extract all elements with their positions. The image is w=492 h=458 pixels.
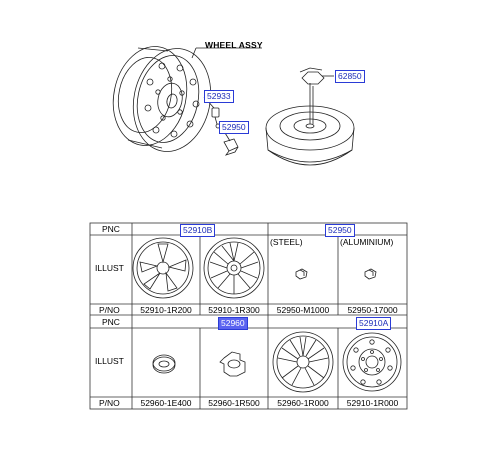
- alloy-wheel-1r000-illust: [273, 332, 333, 392]
- steel-wheel-drawing: [104, 40, 220, 159]
- row-label-pno-2: P/NO: [99, 398, 120, 408]
- callout-52950-table[interactable]: 52950: [325, 224, 355, 237]
- callout-52960[interactable]: 52960: [218, 317, 248, 330]
- center-cap-1r500-illust: [220, 352, 245, 376]
- hub-cap-1e400-illust: [153, 355, 175, 373]
- callout-62850[interactable]: 62850: [335, 70, 365, 83]
- pno-52910-1r300: 52910-1R300: [208, 305, 260, 315]
- subhead-steel: (STEEL): [270, 237, 303, 247]
- row-label-illust-2: ILLUST: [95, 356, 124, 366]
- aluminium-cap-illust: [365, 269, 376, 279]
- steel-cap-illust: [296, 269, 307, 279]
- callout-52933[interactable]: 52933: [204, 90, 234, 103]
- pno-52910-1r200: 52910-1R200: [140, 305, 192, 315]
- row-label-pnc-1: PNC: [102, 224, 120, 234]
- callout-52910a[interactable]: 52910A: [356, 317, 391, 330]
- row-label-illust-1: ILLUST: [95, 263, 124, 273]
- steel-wheel-1r000-illust: [343, 333, 401, 391]
- wheel-assy-title: WHEEL ASSY: [205, 40, 263, 50]
- pno-52960-1r000: 52960-1R000: [277, 398, 329, 408]
- callout-52950[interactable]: 52950: [219, 121, 249, 134]
- pno-52910-1r000: 52910-1R000: [346, 398, 399, 408]
- alloy-wheel-1r300-illust: [204, 238, 264, 298]
- pno-52960-1r500: 52960-1R500: [208, 398, 260, 408]
- row-label-pno-1: P/NO: [99, 305, 120, 315]
- alloy-wheel-1r200-illust: [133, 238, 193, 298]
- pno-52960-1e400: 52960-1E400: [140, 398, 192, 408]
- callout-52910b[interactable]: 52910B: [180, 224, 215, 237]
- pno-52950-m1000: 52950-M1000: [276, 305, 330, 315]
- pno-52950-17000: 52950-17000: [347, 305, 398, 315]
- row-label-pnc-2: PNC: [102, 317, 120, 327]
- subhead-aluminium: (ALUMINIUM): [340, 237, 394, 247]
- table-grid: [90, 223, 407, 409]
